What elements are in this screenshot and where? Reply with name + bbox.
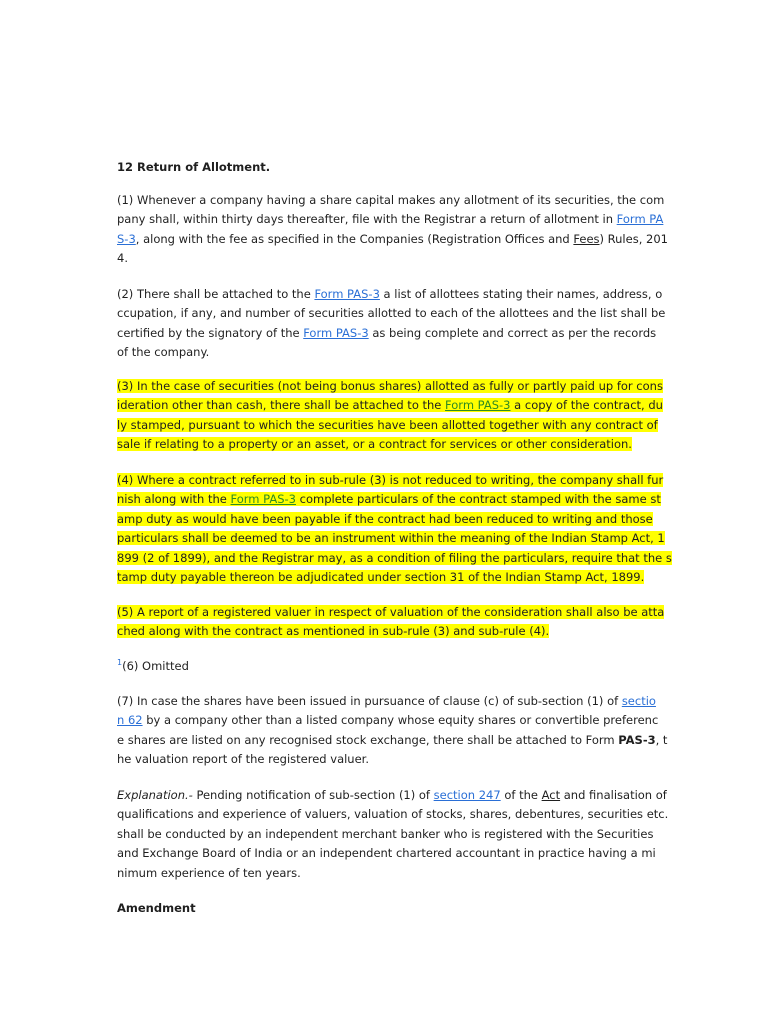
p8-line-2: qualifications and experience of valuers, valuation of stocks, shares, debentures, securities etc. (117, 807, 669, 822)
p3-line-2-end: a copy of the contract, du (510, 398, 663, 413)
p7-line-1: (7) In case the shares have been issued in pursuance of clause (c) of sub-section (1) of (117, 694, 622, 708)
p1-line-3: , along with the fee as specified in the Companies (Registration Offices and (135, 231, 574, 246)
p2-line-2: ccupation, if any, and number of securities allotted to each of the allottees and the list shall be (117, 306, 666, 321)
section-247-link[interactable]: section 247 (433, 788, 501, 802)
form-pas3-link-1-cont[interactable]: S-3 (117, 231, 136, 246)
p8-line-1: Pending notification of sub-section (1) of (192, 788, 434, 802)
p8-line-5: nimum experience of ten years. (117, 865, 301, 880)
p8-line-1-mid: of the (500, 788, 542, 802)
form-pas3-link-4[interactable]: Form PAS-3 (445, 398, 511, 413)
p4-line-6: tamp duty payable thereon be adjudicated under section 31 of the Indian Stamp Act, 1899. (117, 569, 645, 584)
p5-line-1: (5) A report of a registered valuer in respect of valuation of the consideration shall also be atta (117, 605, 665, 619)
pas3-bold: PAS-3 (618, 732, 656, 747)
section-62-link[interactable]: sectio (621, 694, 656, 708)
p4-line-5: 899 (2 of 1899), and the Registrar may, as a condition of filing the particulars, require that the s (117, 550, 672, 565)
paragraph-5-highlighted (117, 603, 665, 642)
footnote-marker[interactable]: 1 (117, 658, 123, 668)
p1-line-2: pany shall, within thirty days thereafter, file with the Registrar a return of allotment in (117, 212, 617, 227)
act-link[interactable]: Act (541, 788, 561, 802)
form-pas3-link-5[interactable]: Form PAS-3 (230, 492, 296, 507)
form-pas3-link-1[interactable]: Form PA (616, 212, 664, 227)
p3-line-2: ideration other than cash, there shall be attached to the (117, 398, 446, 413)
p2-line-3-end: as being complete and correct as per the records (368, 325, 657, 340)
section-title: 12 Return of Allotment. (117, 160, 271, 174)
p4-line-4: particulars shall be deemed to be an instrument within the meaning of the Indian Stamp Act, 1 (117, 531, 665, 546)
p4-line-3: amp duty as would have been payable if the contract had been reduced to writing and those (117, 511, 653, 526)
p1-line-4: 4. (117, 251, 128, 266)
p2-line-1-end: a list of allottees stating their names, address, o (379, 287, 663, 301)
p6-text: (6) Omitted (122, 659, 189, 673)
explanation-label: Explanation.- (117, 788, 193, 802)
paragraph-1 (117, 191, 668, 269)
paragraph-4-highlighted (117, 471, 672, 587)
paragraph-8 (117, 786, 669, 883)
p2-line-3: certified by the signatory of the (117, 325, 304, 340)
amendment-heading: Amendment (117, 901, 196, 915)
p2-line-4: of the company. (117, 345, 210, 360)
p8-line-3: shall be conducted by an independent merchant banker who is registered with the Securities (117, 826, 654, 841)
paragraph-7 (117, 692, 668, 770)
p4-line-2-end: complete particulars of the contract stamped with the same st (296, 492, 661, 507)
form-pas3-link-2[interactable]: Form PAS-3 (314, 287, 380, 301)
p7-line-4: he valuation report of the registered valuer. (117, 752, 370, 767)
paragraph-6 (117, 657, 657, 676)
p4-line-2: nish along with the (117, 492, 231, 507)
paragraph-2 (117, 285, 666, 363)
section-62-link-cont[interactable]: n 62 (117, 713, 143, 728)
p3-line-3: ly stamped, pursuant to which the securities have been allotted together with any contract of (117, 417, 658, 432)
p7-line-3: e shares are listed on any recognised stock exchange, there shall be attached to Form (117, 732, 619, 747)
p1-line-1: (1) Whenever a company having a share capital makes any allotment of its securities, the com (117, 193, 665, 207)
p7-line-2: by a company other than a listed company whose equity shares or convertible preferenc (142, 713, 659, 728)
p3-line-4: sale if relating to a property or an asset, or a contract for services or other consideration. (117, 437, 632, 452)
p1-line-3-end: ) Rules, 201 (599, 231, 668, 246)
p4-line-1: (4) Where a contract referred to in sub-rule (3) is not reduced to writing, the company shall fur (117, 473, 664, 487)
p2-line-1: (2) There shall be attached to the (117, 287, 315, 301)
p5-line-2: ched along with the contract as mentioned in sub-rule (3) and sub-rule (4). (117, 624, 550, 639)
form-pas3-link-3[interactable]: Form PAS-3 (303, 325, 369, 340)
p3-line-1: (3) In the case of securities (not being bonus shares) allotted as fully or partly paid up for cons (117, 379, 663, 393)
p8-line-4: and Exchange Board of India or an independent chartered accountant in practice having a mi (117, 846, 656, 861)
p8-line-1-end: and finalisation of (560, 788, 667, 802)
paragraph-3-highlighted (117, 377, 663, 455)
p7-line-3-end: , t (655, 732, 668, 747)
fees-link[interactable]: Fees (573, 231, 600, 246)
